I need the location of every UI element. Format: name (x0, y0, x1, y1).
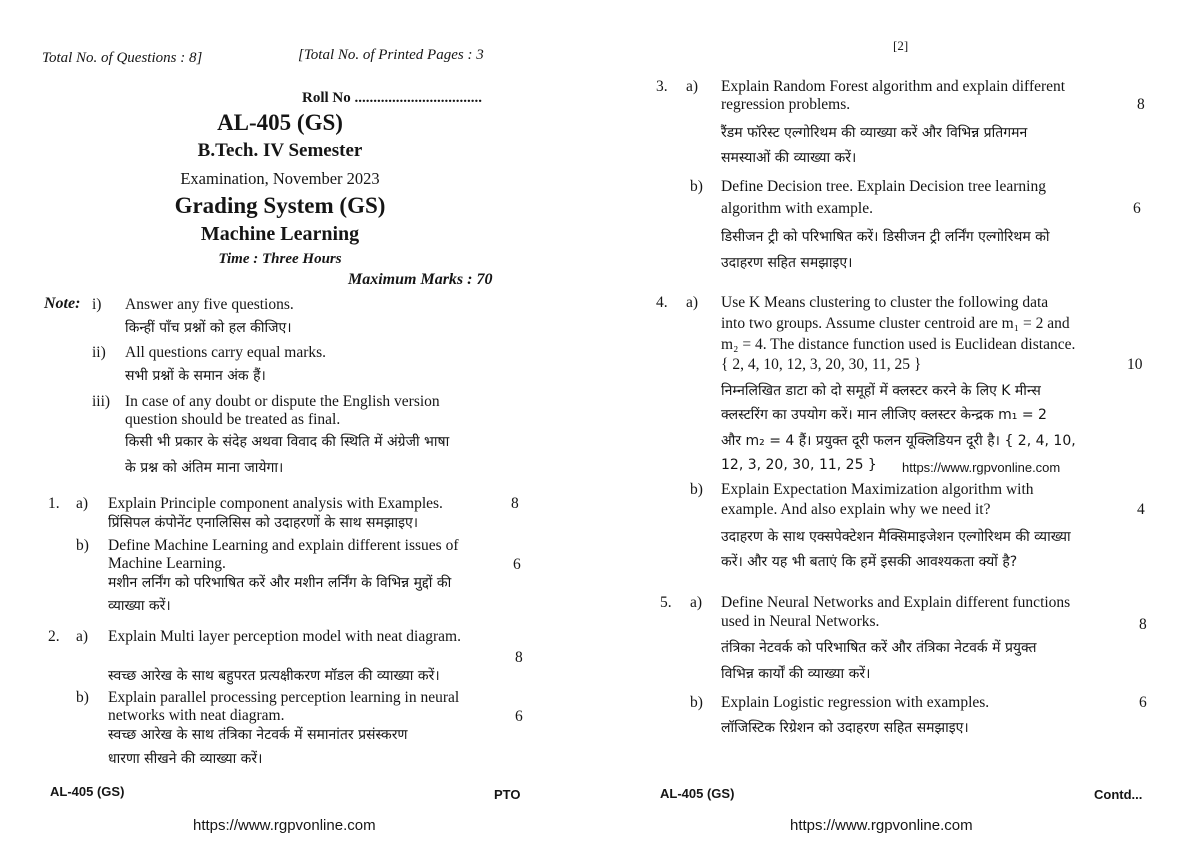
q1-num: 1. (48, 495, 60, 512)
footer-url: https://www.rgpvonline.com (790, 817, 973, 834)
note-iii-num: iii) (92, 393, 111, 410)
q5b-label: b) (690, 694, 703, 711)
q2a-en: Explain Multi layer perception model with neat diagram. (108, 628, 461, 645)
time: Time : Three Hours (218, 251, 342, 267)
note-iii-en-1: In case of any doubt or dispute the English version (125, 393, 440, 410)
q3a-marks: 8 (1137, 96, 1145, 113)
q4b-hi-2: करें। और यह भी बताएं कि हमें इसकी आवश्यकता क्यों है? (721, 554, 1018, 570)
q5-num: 5. (660, 594, 672, 611)
q4a-hi-1: निम्नलिखित डाटा को दो समूहों में क्लस्टर करने के लिए K मीन्स (721, 383, 1041, 399)
note-iii-hi-1: किसी भी प्रकार के संदेह अथवा विवाद की स्थिति में अंग्रेजी भाषा (125, 434, 450, 450)
subject: Machine Learning (200, 223, 360, 245)
q1a-hi: प्रिंसिपल कंपोनेंट एनालिसिस को उदाहरणों के साथ समझाइए। (108, 515, 419, 531)
q4a-en-1: Use K Means clustering to cluster the following data (721, 294, 1049, 311)
q2b-label: b) (76, 689, 89, 706)
note-iii-en-2: question should be treated as final. (125, 411, 341, 428)
footer-contd: Contd... (1094, 787, 1143, 802)
q4a-en-2: into two groups. Assume cluster centroid are m₁ = 2 and (721, 315, 1070, 332)
footer-code: AL-405 (GS) (660, 786, 735, 801)
q1b-en-1: Define Machine Learning and explain different issues of (108, 537, 459, 554)
q2b-en-2: networks with neat diagram. (108, 707, 285, 724)
q4-num: 4. (656, 294, 668, 311)
q5a-hi-1: तंत्रिका नेटवर्क को परिभाषित करें और तंत्रिका नेटवर्क में प्रयुक्त (721, 640, 1037, 656)
q4a-en-3: m₂ = 4. The distance function used is Euclidean distance. (721, 336, 1076, 353)
q2a-hi: स्वच्छ आरेख के साथ बहुपरत प्रत्यक्षीकरण मॉडल की व्याख्या करें। (108, 668, 440, 684)
q1a-en: Explain Principle component analysis with Examples. (108, 495, 443, 512)
q4b-en-2: example. And also explain why we need it? (721, 501, 991, 518)
q3b-en-2: algorithm with example. (721, 200, 873, 217)
q2b-hi-1: स्वच्छ आरेख के साथ तंत्रिका नेटवर्क में समानांतर प्रसंस्करण (108, 727, 408, 743)
note-label: Note: (44, 295, 81, 312)
footer-url: https://www.rgpvonline.com (193, 817, 376, 834)
q1a-label: a) (76, 495, 89, 512)
q1a-marks: 8 (511, 495, 519, 512)
q2b-hi-2: धारणा सीखने की व्याख्या करें। (108, 751, 263, 767)
q1b-hi-2: व्याख्या करें। (108, 598, 171, 614)
q4a-hi-4: 12, 3, 20, 30, 11, 25 } (721, 457, 877, 473)
q2a-marks: 8 (515, 649, 523, 666)
q3a-en-1: Explain Random Forest algorithm and explain different (721, 78, 1066, 95)
note-i-en: Answer any five questions. (125, 296, 294, 313)
q3b-marks: 6 (1133, 200, 1141, 217)
footer-pto: PTO (494, 787, 521, 802)
q5b-marks: 6 (1139, 694, 1147, 711)
q4a-label: a) (686, 294, 699, 311)
q5b-hi: लॉजिस्टिक रिग्रेशन को उदाहरण सहित समझाइए। (721, 720, 969, 736)
grading-system: Grading System (GS) (174, 193, 386, 218)
q5a-label: a) (690, 594, 703, 611)
q3a-en-2: regression problems. (721, 96, 851, 113)
course: B.Tech. IV Semester (197, 140, 363, 161)
exam: Examination, November 2023 (180, 169, 380, 188)
footer-code: AL-405 (GS) (50, 784, 125, 799)
note-ii-en: All questions carry equal marks. (125, 344, 327, 361)
paper-code: AL-405 (GS) (217, 110, 343, 135)
q5a-hi-2: विभिन्न कार्यों की व्याख्या करें। (721, 666, 871, 682)
q3a-hi-2: समस्याओं की व्याख्या करें। (721, 150, 857, 166)
q4b-en-1: Explain Expectation Maximization algorithm with (721, 481, 1034, 498)
q3-num: 3. (656, 78, 668, 95)
q4a-marks: 10 (1127, 356, 1143, 373)
total-questions: Total No. of Questions : 8] (42, 50, 203, 66)
q3b-label: b) (690, 178, 703, 195)
note-i-hi: किन्हीं पाँच प्रश्नों को हल कीजिए। (125, 320, 292, 336)
q2-num: 2. (48, 628, 60, 645)
q4b-marks: 4 (1137, 501, 1145, 518)
q4a-hi-2: क्लस्टरिंग का उपयोग करें। मान लीजिए क्लस्टर केन्द्रक m₁ = 2 (721, 407, 1047, 423)
roll-no: Roll No .................................. (302, 90, 482, 106)
q3b-hi-2: उदाहरण सहित समझाइए। (721, 255, 853, 271)
note-iii-hi-2: के प्रश्न को अंतिम माना जायेगा। (125, 460, 284, 476)
note-ii-num: ii) (92, 344, 106, 361)
q4b-hi-1: उदाहरण के साथ एक्सपेक्टेशन मैक्सिमाइजेशन एल्गोरिथम की व्याख्या (721, 529, 1071, 545)
note-i-num: i) (92, 296, 102, 313)
q5a-en-2: used in Neural Networks. (721, 613, 880, 630)
q2b-en-1: Explain parallel processing perception learning in neural (108, 689, 460, 706)
q3b-hi-1: डिसीजन ट्री को परिभाषित करें। डिसीजन ट्री लर्निंग एल्गोरिथम को (721, 229, 1050, 245)
q3a-label: a) (686, 78, 699, 95)
q3a-hi-1: रैंडम फॉरेस्ट एल्गोरिथम की व्याख्या करें और विभिन्न प्रतिगमन (721, 125, 1028, 141)
q1b-hi-1: मशीन लर्निंग को परिभाषित करें और मशीन लर्निंग के विभिन्न मुद्दों की (108, 575, 452, 591)
q1b-en-2: Machine Learning. (108, 555, 226, 572)
right-page (600, 0, 1200, 849)
q5b-en: Explain Logistic regression with examples. (721, 694, 990, 711)
q4a-en-4: { 2, 4, 10, 12, 3, 20, 30, 11, 25 } (721, 356, 922, 373)
q5a-en-1: Define Neural Networks and Explain different functions (721, 594, 1071, 611)
q4a-hi-3: और m₂ = 4 हैं। प्रयुक्त दूरी फलन यूक्लिडियन दूरी है। { 2, 4, 10, (721, 433, 1076, 449)
page-number: [2] (893, 38, 909, 53)
q4a-inline-url: https://www.rgpvonline.com (902, 460, 1061, 475)
q4b-label: b) (690, 481, 703, 498)
q3b-en-1: Define Decision tree. Explain Decision tree learning (721, 178, 1046, 195)
q2a-label: a) (76, 628, 89, 645)
note-ii-hi: सभी प्रश्नों के समान अंक हैं। (125, 368, 266, 384)
total-pages: [Total No. of Printed Pages : 3 (298, 47, 484, 63)
max-marks: Maximum Marks : 70 (348, 271, 493, 288)
q2b-marks: 6 (515, 708, 523, 725)
q1b-marks: 6 (513, 556, 521, 573)
q1b-label: b) (76, 537, 89, 554)
q5a-marks: 8 (1139, 616, 1147, 633)
